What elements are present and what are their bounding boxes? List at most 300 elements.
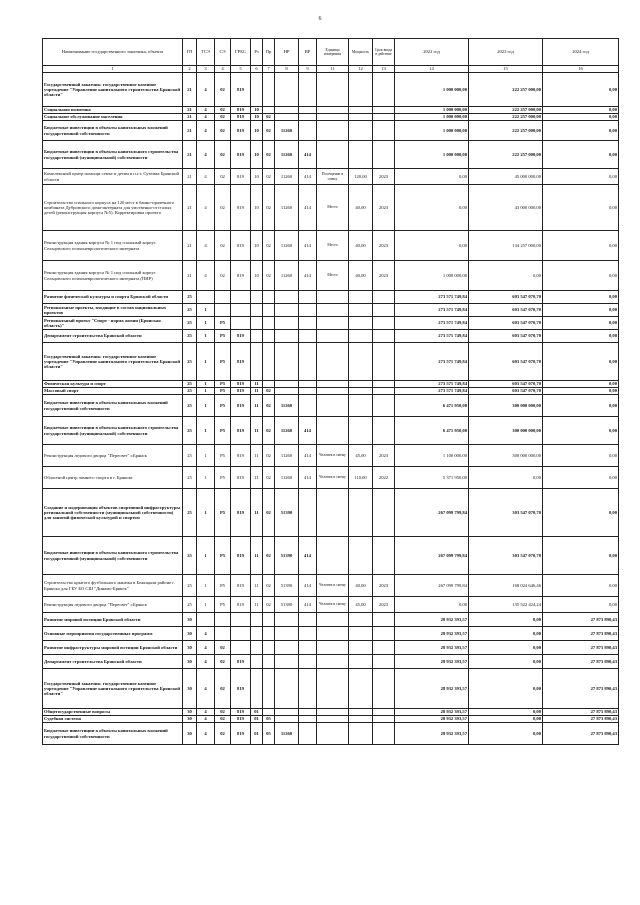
se-cell xyxy=(215,627,231,641)
term-cell: 2023 xyxy=(373,575,395,597)
rz-cell: 01 xyxy=(251,716,263,723)
year-2023-cell: 303 547 070,70 xyxy=(469,489,543,537)
grbs-cell: 819 xyxy=(231,388,251,395)
pr-cell: 02 xyxy=(263,231,275,261)
gp-cell: 21 xyxy=(183,121,197,141)
grbs-cell: 819 xyxy=(231,231,251,261)
nr-cell: 51390 xyxy=(275,537,299,575)
column-header: 2023 год xyxy=(469,39,543,66)
rz-cell: 10 xyxy=(251,107,263,114)
rz-cell: 11 xyxy=(251,575,263,597)
pr-cell: 02 xyxy=(263,489,275,537)
gp-cell: 30 xyxy=(183,716,197,723)
se-cell: 02 xyxy=(215,185,231,231)
se-cell: 02 xyxy=(215,141,231,169)
table-row xyxy=(43,417,619,445)
term-cell xyxy=(373,417,395,445)
year-2024-cell: 0,00 xyxy=(543,304,619,317)
se-cell: P5 xyxy=(215,330,231,343)
row-name-cell: Основные мероприятия государственных программ xyxy=(43,627,183,641)
tse-cell: 4 xyxy=(197,641,215,655)
table-row xyxy=(43,575,619,597)
term-cell xyxy=(373,669,395,709)
grbs-cell: 819 xyxy=(231,381,251,388)
row-name-cell: Социальное обслуживание населения xyxy=(43,114,183,121)
term-cell xyxy=(373,114,395,121)
nr-cell xyxy=(275,709,299,716)
power-cell xyxy=(349,669,373,709)
nr-cell xyxy=(275,114,299,121)
se-cell: P5 xyxy=(215,467,231,489)
year-2024-cell: 0,00 xyxy=(543,261,619,291)
table-row xyxy=(43,467,619,489)
year-2023-cell: 222 257 000,00 xyxy=(469,107,543,114)
unit-cell: Место xyxy=(317,261,349,291)
year-2024-cell: 0,00 xyxy=(543,141,619,169)
pr-cell xyxy=(263,381,275,388)
grbs-cell: 819 xyxy=(231,709,251,716)
gp-cell: 25 xyxy=(183,388,197,395)
vr-cell: 414 xyxy=(299,185,317,231)
term-cell xyxy=(373,655,395,669)
table-row xyxy=(43,655,619,669)
tse-cell: 1 xyxy=(197,417,215,445)
unit-cell xyxy=(317,395,349,417)
rz-cell: 11 xyxy=(251,417,263,445)
year-2022-cell: 273 571 749,84 xyxy=(395,343,469,381)
year-2022-cell: 5 371 950,00 xyxy=(395,467,469,489)
tse-cell xyxy=(197,291,215,304)
year-2022-cell: 28 932 393,57 xyxy=(395,709,469,716)
year-2023-cell: 222 257 000,00 xyxy=(469,121,543,141)
column-number: 2 xyxy=(183,66,197,73)
se-cell: P5 xyxy=(215,445,231,467)
pr-cell xyxy=(263,343,275,381)
table-row xyxy=(43,716,619,723)
unit-cell: Человек в смену xyxy=(317,445,349,467)
row-name-cell: Развитие мировой юстиции Брянской области xyxy=(43,613,183,627)
row-name-cell: Массовый спорт xyxy=(43,388,183,395)
table-row xyxy=(43,723,619,745)
row-name-cell: Реконструкция ледового дворца "Пересвет" г.Брянск xyxy=(43,445,183,467)
rz-cell: 01 xyxy=(251,723,263,745)
table-row xyxy=(43,261,619,291)
rz-cell: 10 xyxy=(251,121,263,141)
table-row xyxy=(43,231,619,261)
year-2023-cell: 0,00 xyxy=(469,655,543,669)
vr-cell: 414 xyxy=(299,417,317,445)
vr-cell xyxy=(299,395,317,417)
se-cell: P5 xyxy=(215,395,231,417)
table-row xyxy=(43,343,619,381)
nr-cell: 11260 xyxy=(275,417,299,445)
year-2023-cell: 222 257 000,00 xyxy=(469,141,543,169)
unit-cell xyxy=(317,417,349,445)
year-2023-cell: 603 547 070,70 xyxy=(469,343,543,381)
year-2024-cell: 0,00 xyxy=(543,467,619,489)
tse-cell: 1 xyxy=(197,537,215,575)
unit-cell xyxy=(317,489,349,537)
grbs-cell xyxy=(231,291,251,304)
vr-cell xyxy=(299,304,317,317)
nr-cell xyxy=(275,107,299,114)
grbs-cell xyxy=(231,641,251,655)
tse-cell: 1 xyxy=(197,597,215,613)
nr-cell xyxy=(275,73,299,107)
rz-cell xyxy=(251,343,263,381)
grbs-cell: 819 xyxy=(231,655,251,669)
grbs-cell xyxy=(231,317,251,330)
se-cell: P5 xyxy=(215,317,231,330)
year-2023-cell: 603 547 070,70 xyxy=(469,381,543,388)
year-2022-cell: 267 099 799,84 xyxy=(395,489,469,537)
vr-cell: 414 xyxy=(299,231,317,261)
vr-cell xyxy=(299,655,317,669)
term-cell xyxy=(373,709,395,716)
unit-cell xyxy=(317,304,349,317)
year-2024-cell: 0,00 xyxy=(543,388,619,395)
rz-cell xyxy=(251,291,263,304)
grbs-cell: 819 xyxy=(231,597,251,613)
se-cell: 02 xyxy=(215,231,231,261)
power-cell xyxy=(349,613,373,627)
tse-cell: 1 xyxy=(197,317,215,330)
vr-cell: 414 xyxy=(299,261,317,291)
column-header: Срок ввода в действие xyxy=(373,39,395,66)
power-cell xyxy=(349,73,373,107)
power-cell xyxy=(349,641,373,655)
pr-cell: 02 xyxy=(263,121,275,141)
rz-cell: 11 xyxy=(251,388,263,395)
row-name-cell: Строительство крытого футбольного манежа в Бежицком районе г. Брянска для ГБУ БО СШ "Динамо-Брянск" xyxy=(43,575,183,597)
rz-cell xyxy=(251,669,263,709)
rz-cell: 10 xyxy=(251,169,263,185)
grbs-cell: 819 xyxy=(231,141,251,169)
year-2024-cell: 27 873 890,43 xyxy=(543,641,619,655)
column-header: Рз xyxy=(251,39,263,66)
year-2023-cell: 0,00 xyxy=(469,641,543,655)
tse-cell: 1 xyxy=(197,467,215,489)
unit-cell xyxy=(317,723,349,745)
year-2022-cell: 1 000 000,00 xyxy=(395,121,469,141)
column-number: 6 xyxy=(251,66,263,73)
power-cell xyxy=(349,395,373,417)
column-header: Наименование государственного заказчика, объекта xyxy=(43,39,183,66)
unit-cell xyxy=(317,317,349,330)
table-row xyxy=(43,445,619,467)
power-cell xyxy=(349,343,373,381)
gp-cell: 30 xyxy=(183,723,197,745)
unit-cell xyxy=(317,627,349,641)
gp-cell: 25 xyxy=(183,417,197,445)
vr-cell xyxy=(299,121,317,141)
column-number: 1 xyxy=(43,66,183,73)
grbs-cell xyxy=(231,613,251,627)
pr-cell xyxy=(263,641,275,655)
term-cell xyxy=(373,107,395,114)
tse-cell: 4 xyxy=(197,231,215,261)
year-2023-cell: 222 257 000,00 xyxy=(469,73,543,107)
power-cell xyxy=(349,716,373,723)
pr-cell xyxy=(263,330,275,343)
year-2024-cell: 27 873 890,43 xyxy=(543,613,619,627)
year-2024-cell: 27 873 890,43 xyxy=(543,716,619,723)
tse-cell: 1 xyxy=(197,381,215,388)
rz-cell xyxy=(251,330,263,343)
pr-cell xyxy=(263,304,275,317)
unit-cell xyxy=(317,381,349,388)
pr-cell: 02 xyxy=(263,537,275,575)
tse-cell: 4 xyxy=(197,121,215,141)
term-cell: 2023 xyxy=(373,445,395,467)
table-row xyxy=(43,597,619,613)
year-2023-cell: 603 547 070,70 xyxy=(469,304,543,317)
row-name-cell: Государственный заказчик: государственное казенное учреждение "Управление капитального строительства Брянской области" xyxy=(43,343,183,381)
table-row xyxy=(43,669,619,709)
grbs-cell xyxy=(231,304,251,317)
table-row xyxy=(43,613,619,627)
unit-cell xyxy=(317,121,349,141)
tse-cell: 4 xyxy=(197,669,215,709)
row-name-cell: Социальная политика xyxy=(43,107,183,114)
year-2023-cell: 300 000 000,00 xyxy=(469,417,543,445)
grbs-cell: 819 xyxy=(231,114,251,121)
nr-cell xyxy=(275,627,299,641)
column-number: 11 xyxy=(317,66,349,73)
se-cell xyxy=(215,304,231,317)
gp-cell: 30 xyxy=(183,669,197,709)
unit-cell xyxy=(317,107,349,114)
nr-cell: 11260 xyxy=(275,185,299,231)
unit-cell xyxy=(317,537,349,575)
tse-cell: 4 xyxy=(197,716,215,723)
gp-cell: 25 xyxy=(183,381,197,388)
year-2022-cell: 28 932 393,57 xyxy=(395,723,469,745)
row-name-cell: Бюджетные инвестиции в объекты капитальных вложений государственной собственности xyxy=(43,723,183,745)
gp-cell: 25 xyxy=(183,343,197,381)
unit-cell xyxy=(317,709,349,716)
pr-cell: 02 xyxy=(263,261,275,291)
vr-cell xyxy=(299,114,317,121)
year-2023-cell: 0,00 xyxy=(469,627,543,641)
nr-cell: 11260 xyxy=(275,445,299,467)
se-cell: P5 xyxy=(215,343,231,381)
column-header: ТСЭ xyxy=(197,39,215,66)
grbs-cell: 819 xyxy=(231,343,251,381)
power-cell xyxy=(349,114,373,121)
year-2022-cell: 0,00 xyxy=(395,169,469,185)
year-2022-cell: 267 099 799,84 xyxy=(395,537,469,575)
year-2022-cell: 273 571 749,84 xyxy=(395,388,469,395)
rz-cell xyxy=(251,641,263,655)
table-row xyxy=(43,395,619,417)
row-name-cell: Бюджетные инвестиции в объекты капитальных вложений государственной собственности xyxy=(43,395,183,417)
table-row xyxy=(43,317,619,330)
unit-cell xyxy=(317,669,349,709)
se-cell: P5 xyxy=(215,381,231,388)
term-cell xyxy=(373,381,395,388)
se-cell xyxy=(215,613,231,627)
grbs-cell: 819 xyxy=(231,330,251,343)
table-row xyxy=(43,185,619,231)
power-cell: 45,00 xyxy=(349,445,373,467)
tse-cell: 1 xyxy=(197,395,215,417)
gp-cell: 25 xyxy=(183,467,197,489)
row-name-cell: Региональный проект "Спорт - норма жизни (Брянская область)" xyxy=(43,317,183,330)
unit-cell xyxy=(317,716,349,723)
nr-cell: 51390 xyxy=(275,575,299,597)
year-2022-cell: 6 471 950,00 xyxy=(395,395,469,417)
power-cell xyxy=(349,304,373,317)
se-cell: 02 xyxy=(215,169,231,185)
year-2022-cell: 273 571 749,84 xyxy=(395,381,469,388)
se-cell: 02 xyxy=(215,73,231,107)
power-cell xyxy=(349,655,373,669)
vr-cell xyxy=(299,489,317,537)
row-name-cell: Областной центр зимнего спорта в г. Брянске xyxy=(43,467,183,489)
year-2024-cell: 0,00 xyxy=(543,417,619,445)
term-cell xyxy=(373,537,395,575)
tse-cell: 4 xyxy=(197,709,215,716)
nr-cell: 51390 xyxy=(275,597,299,613)
year-2024-cell: 0,00 xyxy=(543,381,619,388)
se-cell xyxy=(215,291,231,304)
year-2023-cell: 603 547 070,70 xyxy=(469,291,543,304)
column-header: 2024 год xyxy=(543,39,619,66)
pr-cell xyxy=(263,107,275,114)
gp-cell: 30 xyxy=(183,709,197,716)
pr-cell: 02 xyxy=(263,114,275,121)
gp-cell: 25 xyxy=(183,291,197,304)
year-2023-cell: 168 024 646,46 xyxy=(469,575,543,597)
budget-table xyxy=(42,38,619,745)
row-name-cell: Комплексный центр помощи семье и детям в п.г.т. Суземка Брянской области xyxy=(43,169,183,185)
gp-cell: 25 xyxy=(183,597,197,613)
tse-cell: 1 xyxy=(197,388,215,395)
year-2023-cell: 222 257 000,00 xyxy=(469,114,543,121)
tse-cell: 1 xyxy=(197,575,215,597)
row-name-cell: Физическая культура и спорт xyxy=(43,381,183,388)
power-cell xyxy=(349,489,373,537)
term-cell: 2023 xyxy=(373,185,395,231)
pr-cell: 02 xyxy=(263,467,275,489)
nr-cell xyxy=(275,669,299,709)
tse-cell: 4 xyxy=(197,114,215,121)
pr-cell xyxy=(263,317,275,330)
column-header: Мощность xyxy=(349,39,373,66)
year-2024-cell: 0,00 xyxy=(543,114,619,121)
tse-cell xyxy=(197,613,215,627)
vr-cell xyxy=(299,73,317,107)
gp-cell: 25 xyxy=(183,575,197,597)
column-number: 14 xyxy=(395,66,469,73)
grbs-cell: 819 xyxy=(231,537,251,575)
unit-cell xyxy=(317,291,349,304)
pr-cell: 05 xyxy=(263,723,275,745)
year-2022-cell: 267 099 799,84 xyxy=(395,575,469,597)
se-cell: 02 xyxy=(215,121,231,141)
rz-cell: 11 xyxy=(251,467,263,489)
table-row xyxy=(43,141,619,169)
term-cell: 2023 xyxy=(373,597,395,613)
year-2023-cell: 603 547 070,70 xyxy=(469,388,543,395)
year-2024-cell: 0,00 xyxy=(543,107,619,114)
nr-cell xyxy=(275,381,299,388)
grbs-cell: 819 xyxy=(231,723,251,745)
unit-cell: Посещение в смену xyxy=(317,169,349,185)
power-cell xyxy=(349,107,373,114)
unit-cell xyxy=(317,613,349,627)
se-cell: P5 xyxy=(215,417,231,445)
term-cell: 2023 xyxy=(373,231,395,261)
year-2023-cell: 45 000 000,00 xyxy=(469,169,543,185)
rz-cell: 10 xyxy=(251,114,263,121)
table-row xyxy=(43,627,619,641)
unit-cell xyxy=(317,330,349,343)
year-2024-cell: 0,00 xyxy=(543,291,619,304)
tse-cell: 4 xyxy=(197,107,215,114)
row-name-cell: Департамент строительства Брянской области xyxy=(43,655,183,669)
term-cell xyxy=(373,489,395,537)
year-2024-cell: 0,00 xyxy=(543,395,619,417)
rz-cell: 11 xyxy=(251,381,263,388)
se-cell: P5 xyxy=(215,489,231,537)
table-header-row xyxy=(43,39,619,66)
year-2022-cell: 273 571 749,84 xyxy=(395,317,469,330)
year-2023-cell: 603 547 070,70 xyxy=(469,330,543,343)
unit-cell xyxy=(317,141,349,169)
pr-cell xyxy=(263,669,275,709)
year-2024-cell: 0,00 xyxy=(543,317,619,330)
table-row xyxy=(43,489,619,537)
pr-cell xyxy=(263,655,275,669)
year-2024-cell: 0,00 xyxy=(543,575,619,597)
grbs-cell: 819 xyxy=(231,185,251,231)
gp-cell: 25 xyxy=(183,330,197,343)
grbs-cell: 819 xyxy=(231,489,251,537)
year-2024-cell: 0,00 xyxy=(543,537,619,575)
nr-cell: 11260 xyxy=(275,231,299,261)
gp-cell: 21 xyxy=(183,169,197,185)
gp-cell: 25 xyxy=(183,489,197,537)
vr-cell xyxy=(299,723,317,745)
year-2022-cell: 6 471 950,00 xyxy=(395,417,469,445)
year-2024-cell: 27 873 890,43 xyxy=(543,723,619,745)
row-name-cell: Реконструкция ледового дворца "Пересвет" г.Брянск xyxy=(43,597,183,613)
table-row xyxy=(43,304,619,317)
rz-cell xyxy=(251,73,263,107)
grbs-cell: 819 xyxy=(231,121,251,141)
year-2022-cell: 28 932 393,57 xyxy=(395,716,469,723)
grbs-cell: 819 xyxy=(231,669,251,709)
column-number: 3 xyxy=(197,66,215,73)
table-row xyxy=(43,381,619,388)
year-2023-cell: 0,00 xyxy=(469,613,543,627)
grbs-cell: 819 xyxy=(231,169,251,185)
se-cell: P5 xyxy=(215,575,231,597)
nr-cell: 11260 xyxy=(275,723,299,745)
column-number: 15 xyxy=(469,66,543,73)
power-cell: 45,00 xyxy=(349,597,373,613)
rz-cell: 01 xyxy=(251,709,263,716)
tse-cell: 4 xyxy=(197,627,215,641)
unit-cell xyxy=(317,388,349,395)
nr-cell: 11260 xyxy=(275,121,299,141)
table-row xyxy=(43,709,619,716)
power-cell xyxy=(349,709,373,716)
column-number: 9 xyxy=(299,66,317,73)
nr-cell xyxy=(275,304,299,317)
